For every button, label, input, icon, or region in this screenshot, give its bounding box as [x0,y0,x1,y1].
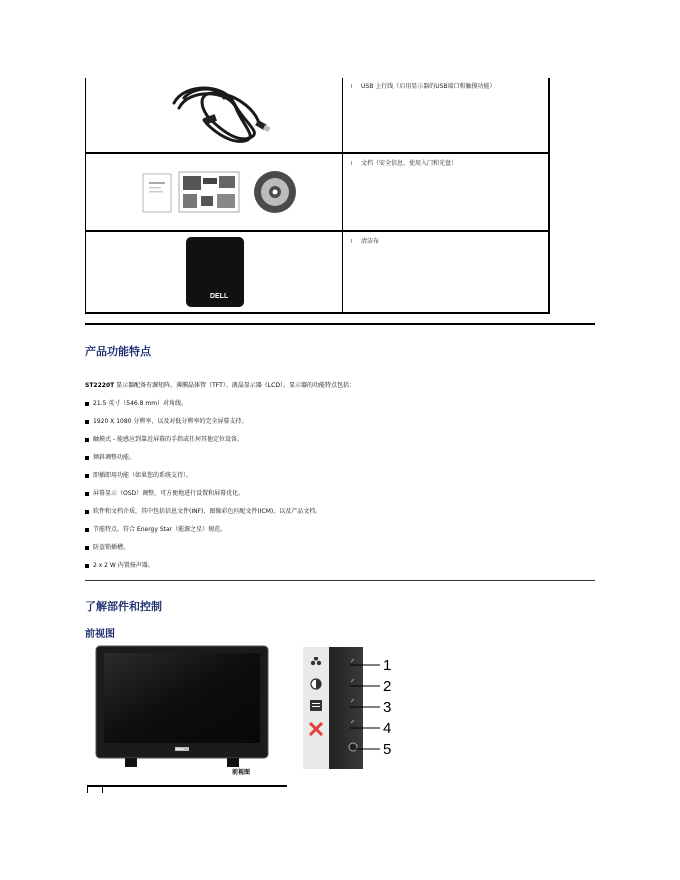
bullet-square-icon [85,564,89,568]
monitor-front-image [95,645,270,770]
bullet-square-icon [85,456,89,460]
callout-lines [350,655,385,755]
parts-heading: 了解部件和控制 [85,600,162,613]
bullet-icon: l [351,239,353,245]
feature-item: 屏幕显示（OSD）调整，可方便地进行设置和屏幕优化。 [85,488,244,497]
control-number: 5 [383,741,392,758]
feature-item: 防盗锁插槽。 [85,542,129,551]
exit-icon [310,723,322,735]
table-divider [342,78,343,313]
section-divider [85,580,595,581]
bullet-icon: l [351,161,353,167]
usb-cable-label: USB 上行线（启用显示器的USB端口和触摸功能） [361,83,496,90]
control-number: 4 [383,720,392,737]
bullet-square-icon [85,510,89,514]
menu-icon [310,700,322,711]
feature-item: 软件和文档介质，其中包括信息文件(INF)、图像彩色匹配文件(ICM)、以及产品文档。 [85,506,321,515]
feature-item: 21.5 英寸（546.8 mm）对角线。 [85,398,187,407]
table-row-divider [86,152,548,154]
cloth-logo: DELL [210,293,229,300]
package-item-label [351,81,496,90]
table-cell-border [87,785,88,793]
control-number: 1 [383,657,392,674]
feature-item: 节能特点，符合 Energy Star（能源之星）规范。 [85,524,226,533]
usb-cable-image [164,78,274,150]
bullet-square-icon [85,528,89,532]
front-view-caption: 前视图 [232,769,251,776]
bullet-icon: l [351,84,353,90]
brightness-contrast-icon [311,679,321,689]
bullet-square-icon [85,438,89,442]
front-view-heading: 前视图 [85,629,115,640]
control-number: 2 [383,678,392,695]
features-heading: 产品功能特点 [85,345,151,358]
bullet-square-icon [85,420,89,424]
package-contents-table [85,78,550,314]
documentation-image [141,168,301,218]
package-item-label [351,158,457,167]
documentation-label: 文档（安全信息、使用入门和光盘） [361,160,458,167]
table-top-border [87,785,287,787]
feature-item: 1920 X 1080 分辨率，以及对低分辨率的完全屏幕支持。 [85,416,247,425]
monitor-logo: DELL [176,747,185,751]
feature-item: 2 x 2 W 内置扬声器。 [85,560,154,569]
feature-item: 即插即用功能（如果您的系统支持）。 [85,470,192,479]
bullet-square-icon [85,492,89,496]
feature-item: 触摸式 - 能感应到靠近屏幕的手指或任何其他定位设备。 [85,434,243,443]
model-name: ST2220T [85,382,115,389]
presets-icon [311,661,315,665]
bullet-square-icon [85,402,89,406]
feature-item: 倾斜调整功能。 [85,452,135,461]
intro-text: 显示器配备有源矩阵、薄膜晶体管（TFT）、液晶显示器（LCD）。显示器的功能特点包括： [114,382,355,389]
section-divider [85,323,595,325]
bullet-square-icon [85,546,89,550]
table-bottom [86,312,548,314]
package-item-label [351,236,379,245]
features-intro [85,380,355,389]
cleaning-cloth-label: 清洁布 [361,238,380,245]
cleaning-cloth-image [186,237,244,307]
table-row-divider [86,230,548,232]
control-number: 3 [383,699,392,716]
bullet-square-icon [85,474,89,478]
table-cell-border [102,785,103,793]
